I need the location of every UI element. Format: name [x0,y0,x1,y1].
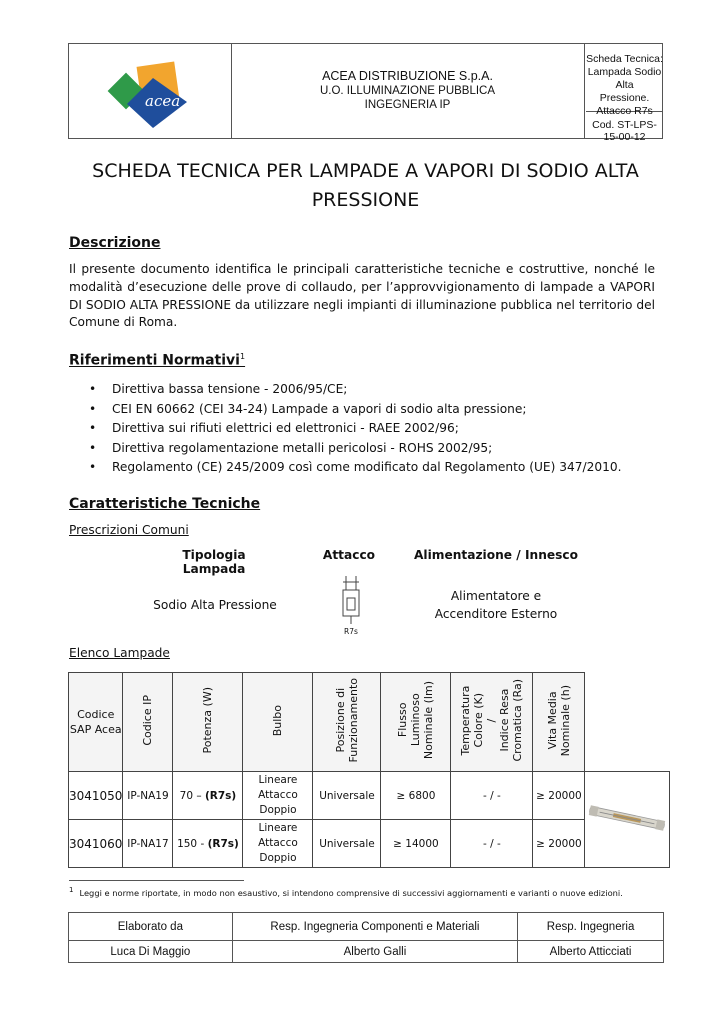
cell-potenza [173,772,243,820]
table-row [69,820,670,868]
signature-names-row [69,941,664,963]
acea-logo [69,44,231,138]
th-codice-ip-label: Codice IP [141,695,155,746]
description-paragraph: Il presente documento identifica le principali caratteristiche tecniche e costruttive, nonché le modalità d’esecuzione delle prove di collaudo, per l’approvvigionamento di lampade a VAPORI DI SODIO ALTA PRESSIONE da utilizzare negli impianti di illuminazione pubblica nel territorio del Comune di Roma. [69,262,655,330]
company-dept: INGEGNERIA IP [364,99,451,111]
attacco-value: (R7s) [204,789,237,802]
footnote [69,886,623,898]
signature-table [68,912,664,963]
alimentazione-line-1: Alimentatore e [450,589,542,603]
th-vita-label [546,685,572,756]
cell-flusso: ≥ 6800 [381,772,451,820]
table-row [69,772,670,820]
th-line: / [485,718,499,723]
th-potenza-label: Potenza (W) [201,687,215,754]
cell-vita: ≥ 20000 [533,820,585,868]
elenco-subheading: Elenco Lampade [69,646,170,660]
name-cell: Alberto Galli [232,941,517,963]
th-posizione-label [334,678,360,762]
lamp-table [68,672,670,868]
th-codice [69,673,123,772]
th-potenza [173,673,243,772]
role-cell: Elaborato da [69,913,233,941]
th-line: Funzionamento [346,678,360,763]
potenza-value: 150 - [177,837,208,850]
footnote-text: Leggi e norme riportate, in modo non esaustivo, si intendono comprensive di successivi aggiornamenti e varianti o nuove edizioni. [79,887,623,898]
sheet-info-cell [586,44,663,143]
sheet-label [586,44,663,117]
document-code: Cod. ST-LPS-15-00-12 [592,119,657,143]
col-alimentazione: Alimentazione / Innesco [413,548,578,562]
cell-ip: IP-NA19 [123,772,173,820]
th-line: Luminoso [409,694,423,747]
company-unit: U.O. ILLUMINAZIONE PUBBLICA [319,85,496,97]
attacco-value: (R7s) [207,837,239,850]
th-bulbo-label: Bulbo [271,704,285,737]
company-cell [231,44,585,138]
th-codice-ip [123,673,173,772]
th-line: Nominale (h) [558,684,572,757]
list-item: • Direttiva regolamentazione metalli pericolosi - ROHS 2002/95; [69,439,622,459]
list-item: • CEI EN 60662 (CEI 34-24) Lampade a vapori di sodio alta pressione; [69,400,622,420]
riferimenti-label: Riferimenti Normativi [69,352,240,369]
references-list [69,380,622,478]
val-tipologia: Sodio Alta Pressione [153,598,277,612]
bulbo-line: Doppio [259,852,297,864]
th-flusso [381,673,451,772]
cell-ip: IP-NA17 [123,820,173,868]
role-cell: Resp. Ingegneria [518,913,664,941]
sheet-label-line: Pressione. [599,92,650,104]
bulbo-line: Lineare [258,774,298,786]
footnote-number: 1 [69,886,74,894]
th-bulbo [243,673,313,772]
bulbo-line: Lineare [258,822,298,834]
bulbo-line: Doppio [259,804,297,816]
footnote-mark: 1 [239,352,246,361]
th-posizione [313,673,381,772]
name-cell: Luca Di Maggio [69,941,233,963]
document-header [68,43,663,143]
th-line: Vita Media [545,691,559,750]
cell-bulbo [243,772,313,820]
cell-posizione: Universale [313,772,381,820]
r7s-caption: R7s [344,627,358,636]
sheet-label-line: Lampada Sodio Alta [587,66,662,91]
role-cell: Resp. Ingegneria Componenti e Materiali [232,913,517,941]
lamp-photo [585,772,669,864]
prescrizioni-subheading: Prescrizioni Comuni [69,523,189,537]
cell-temp: - / - [451,820,533,868]
footnote-divider [69,880,244,881]
section-riferimenti-heading [69,352,245,369]
page-title [68,157,663,215]
th-line: Posizione di [333,688,347,753]
sheet-label-line: Scheda Tecnica: [586,53,663,65]
th-image [585,673,670,772]
logo-cell [69,44,232,138]
list-item: • Direttiva sui rifiuti elettrici ed elettronici - RAEE 2002/96; [69,419,622,439]
bulbo-line: Attacco [258,789,298,801]
company-name: ACEA DISTRIBUZIONE S.p.A. [322,69,493,83]
th-temperatura-label [459,679,524,762]
cell-temp: - / - [451,772,533,820]
th-line: Temperatura [459,685,473,756]
th-line: Nominale (lm) [422,681,436,760]
cell-flusso: ≥ 14000 [381,820,451,868]
th-codice-line: Codice [77,708,115,721]
cell-vita: ≥ 20000 [533,772,585,820]
section-descrizione-heading: Descrizione [69,235,161,251]
bulbo-line: Attacco [258,837,298,849]
col-attacco: Attacco [322,548,376,562]
cell-codice: 3041060 [69,820,123,868]
th-codice-line: SAP Acea [69,723,122,736]
title-line-1: SCHEDA TECNICA PER LAMPADE A VAPORI DI SODIO ALTA [92,160,639,182]
th-line: Flusso [396,703,410,738]
th-vita [533,673,585,772]
th-line: Cromatica (Ra) [511,679,525,762]
th-line: Indice Resa [498,689,512,752]
cell-potenza [173,820,243,868]
th-flusso-label [396,681,435,759]
title-line-2: PRESSIONE [311,189,420,211]
th-temperatura [451,673,533,772]
cell-lamp-image [585,772,670,868]
list-item: • Direttiva bassa tensione - 2006/95/CE; [69,380,622,400]
name-cell: Alberto Atticciati [518,941,664,963]
col-tipologia: Tipologia Lampada [182,548,246,576]
th-line: Colore (K) [472,693,486,748]
list-item: • Regolamento (CE) 245/2009 così come modificato dal Regolamento (UE) 347/2010. [69,458,622,478]
cell-bulbo [243,820,313,868]
cell-codice: 3041050 [69,772,123,820]
cell-posizione: Universale [313,820,381,868]
section-caratteristiche-heading: Caratteristiche Tecniche [69,496,261,512]
signature-roles-row [69,913,664,941]
alimentazione-line-2: Accenditore Esterno [434,607,558,621]
val-alimentazione [410,587,582,623]
table-header-row [69,673,670,772]
svg-text:acea: acea [145,92,181,110]
sheet-label-line: Attacco R7s [596,105,653,117]
potenza-value: 70 – [179,789,205,802]
r7s-socket-icon [334,572,368,628]
